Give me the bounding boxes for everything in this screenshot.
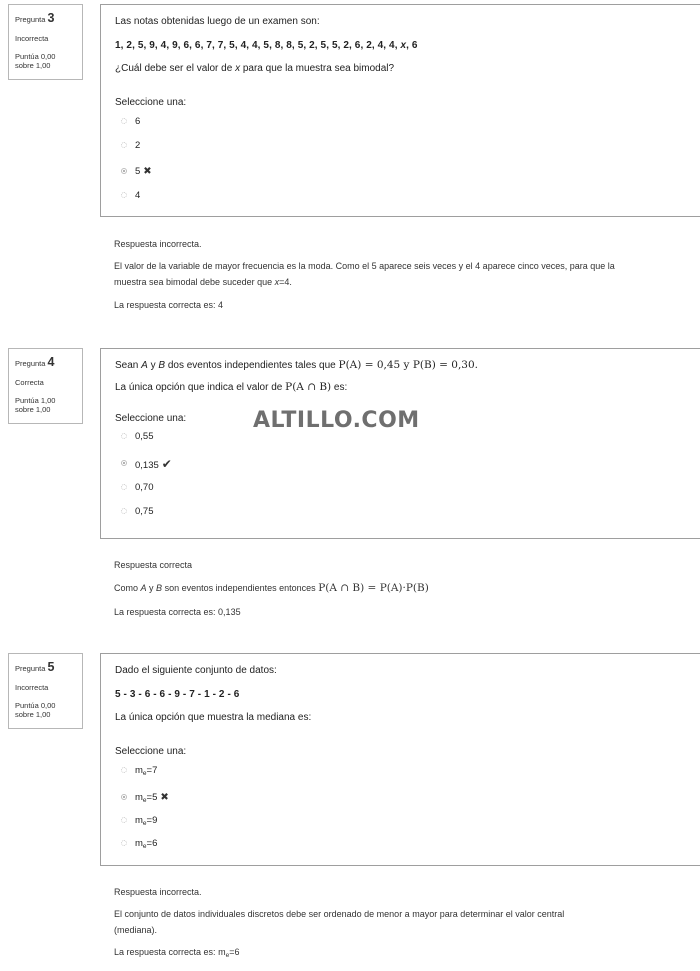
feedback-text: (mediana).: [114, 924, 158, 935]
radio-button[interactable]: [121, 817, 127, 823]
question-data-variable: x: [400, 40, 407, 51]
option-text: 0,135: [135, 460, 159, 472]
question-data: 5 - 3 - 6 - 6 - 9 - 7 - 1 - 2 - 6: [115, 689, 240, 700]
event-b: B: [156, 583, 163, 594]
correct-answer: La respuesta correcta es: 0,135: [114, 607, 241, 618]
option-text: 0,70: [135, 482, 154, 494]
question-score: Puntúa 0,00: [15, 52, 56, 61]
select-prompt: Seleccione una:: [115, 746, 187, 757]
event-a: A: [141, 360, 148, 371]
option-text: 0,55: [135, 431, 154, 443]
option-text: =9: [146, 815, 158, 826]
answer-option[interactable]: [121, 838, 700, 850]
question-prompt-text: La única opción que muestra la mediana es:: [115, 712, 312, 723]
feedback-text: El conjunto de datos individuales discretos debe ser ordenado de menor a mayor para determinar el valor central: [114, 909, 565, 920]
radio-button-checked[interactable]: [121, 168, 127, 174]
feedback-panel: [114, 237, 694, 320]
question-state: Incorrecta: [15, 683, 49, 692]
question-content: [100, 348, 700, 539]
question-prompt-part: para que la muestra sea bimodal?: [240, 63, 395, 74]
feedback-status: Respuesta correcta: [114, 560, 193, 570]
option-label[interactable]: [135, 431, 154, 443]
option-label[interactable]: [135, 838, 157, 850]
option-label[interactable]: [135, 458, 172, 472]
feedback-panel: [114, 885, 694, 967]
feedback-text: son eventos independientes entonces: [162, 583, 319, 594]
question-text: Dado el siguiente conjunto de datos:: [115, 665, 277, 676]
correct-answer-value: =6: [229, 946, 240, 957]
question-score-max: sobre 1,00: [15, 61, 51, 70]
answer-option[interactable]: [121, 140, 700, 152]
answer-option[interactable]: [121, 765, 700, 777]
correct-answer: [114, 945, 694, 960]
median-symbol: m: [135, 815, 143, 826]
question-score: Puntúa 1,00: [15, 396, 56, 405]
incorrect-x-icon: ✖: [160, 792, 169, 803]
option-label[interactable]: [135, 140, 140, 152]
question-score: Puntúa 0,00: [15, 701, 56, 710]
option-label[interactable]: [135, 815, 157, 827]
option-label[interactable]: [135, 482, 154, 494]
option-label[interactable]: [135, 792, 169, 804]
median-symbol: m: [218, 946, 226, 957]
feedback-text: =4.: [279, 277, 292, 288]
feedback-status: Respuesta incorrecta.: [114, 239, 202, 249]
radio-button[interactable]: [121, 484, 127, 490]
option-label[interactable]: [135, 190, 140, 202]
option-text: 2: [135, 140, 141, 151]
correct-check-icon: ✔: [161, 457, 172, 472]
median-subscript: e: [142, 770, 147, 777]
feedback-text: Como: [114, 583, 141, 594]
median-symbol: m: [135, 792, 143, 803]
feedback-variable: x: [274, 277, 280, 288]
median-symbol: m: [135, 765, 143, 776]
incorrect-x-icon: ✖: [143, 166, 152, 177]
radio-button[interactable]: [121, 508, 127, 514]
feedback-status: Respuesta incorrecta.: [114, 887, 202, 897]
median-subscript: e: [142, 843, 147, 850]
median-subscript: e: [225, 951, 230, 959]
answer-option-selected[interactable]: [121, 166, 700, 178]
radio-button[interactable]: [121, 192, 127, 198]
answer-option-selected[interactable]: [121, 792, 700, 804]
option-text: =5: [146, 792, 158, 803]
median-subscript: e: [142, 820, 147, 827]
question-text-part: es:: [331, 381, 348, 393]
median-subscript: e: [142, 797, 147, 804]
correct-answer: La respuesta correcta es: 4: [114, 299, 224, 310]
question-text-part: dos eventos independientes tales que: [165, 360, 339, 371]
answer-option[interactable]: [121, 431, 700, 443]
option-label[interactable]: [135, 116, 140, 128]
radio-button-checked[interactable]: [121, 460, 127, 466]
feedback-explanation: [114, 907, 694, 938]
feedback-explanation: [114, 259, 694, 291]
option-text: 5: [135, 166, 141, 177]
feedback-text: muestra sea bimodal debe suceder que: [114, 277, 275, 288]
watermark: ALTILLO.COM: [253, 408, 420, 433]
median-symbol: m: [135, 838, 143, 849]
question-number: 4: [47, 355, 55, 369]
question-heading: [15, 11, 82, 26]
question-label: Pregunta: [15, 359, 46, 368]
question-text: Las notas obtenidas luego de un examen son:: [115, 16, 320, 27]
question-number: 5: [47, 660, 55, 674]
answer-option[interactable]: [121, 482, 700, 494]
radio-button[interactable]: [121, 840, 127, 846]
correct-answer-text: La respuesta correcta es:: [114, 946, 219, 957]
answer-option[interactable]: [121, 190, 700, 202]
answer-option[interactable]: [121, 815, 700, 827]
question-heading: [15, 660, 82, 675]
feedback-text: El valor de la variable de mayor frecuencia es la moda. Como el 5 aparece seis veces y el 4 aparece cinco veces, para que la: [114, 261, 615, 272]
option-label[interactable]: [135, 765, 157, 777]
question-data: [115, 39, 700, 52]
question-content: [100, 653, 700, 866]
radio-button-checked[interactable]: [121, 794, 127, 800]
question-data-tail: , 6: [406, 40, 418, 51]
feedback-panel: [114, 558, 694, 627]
question-state: Incorrecta: [15, 34, 49, 43]
math-expression: P(A) = 0,45 y P(B) = 0,30.: [338, 359, 478, 371]
event-a: A: [140, 583, 147, 594]
question-info: [8, 4, 83, 80]
option-label[interactable]: [135, 506, 154, 518]
question-prompt-text: [115, 381, 700, 395]
event-b: B: [158, 360, 166, 371]
question-text-part: y: [147, 360, 159, 371]
question-number: 3: [47, 11, 55, 25]
option-text: =7: [146, 765, 158, 776]
question-text-part: Sean: [115, 360, 142, 371]
answer-option[interactable]: [121, 506, 700, 518]
question-info: [8, 348, 83, 424]
question-content: [100, 4, 700, 217]
option-text: 6: [135, 116, 141, 127]
question-heading: [15, 355, 82, 370]
question-score-max: sobre 1,00: [15, 710, 51, 719]
feedback-explanation: [114, 580, 694, 598]
question-text: [115, 359, 700, 373]
math-expression: P(A ∩ B): [285, 380, 332, 393]
question-label: Pregunta: [15, 664, 46, 673]
option-text: 0,75: [135, 506, 154, 518]
question-state: Correcta: [15, 378, 44, 387]
question-info: [8, 653, 83, 729]
radio-button[interactable]: [121, 118, 127, 124]
option-label[interactable]: [135, 166, 152, 178]
option-text: =6: [146, 838, 158, 849]
option-text: 4: [135, 190, 141, 201]
question-label: Pregunta: [15, 15, 46, 24]
question-prompt-part: ¿Cuál debe ser el valor de: [115, 63, 236, 74]
question-score-max: sobre 1,00: [15, 405, 51, 414]
math-expression: P(A ∩ B) = P(A)·P(B): [318, 582, 429, 595]
radio-button[interactable]: [121, 433, 127, 439]
select-prompt: Seleccione una:: [115, 97, 187, 108]
radio-button[interactable]: [121, 767, 127, 773]
select-prompt: Seleccione una:: [115, 413, 187, 425]
question-prompt-variable: x: [235, 63, 241, 74]
feedback-text: y: [146, 583, 157, 594]
question-data-values: 1, 2, 5, 9, 4, 9, 6, 6, 7, 7, 5, 4, 4, 5, 8, 8, 5, 2, 5, 5, 2, 6, 2, 4, 4,: [115, 40, 401, 51]
question-prompt-text: [115, 62, 700, 75]
question-text-part: La única opción que indica el valor de: [115, 381, 286, 393]
answer-option-selected[interactable]: [121, 458, 700, 470]
radio-button[interactable]: [121, 142, 127, 148]
answer-option[interactable]: [121, 116, 700, 128]
